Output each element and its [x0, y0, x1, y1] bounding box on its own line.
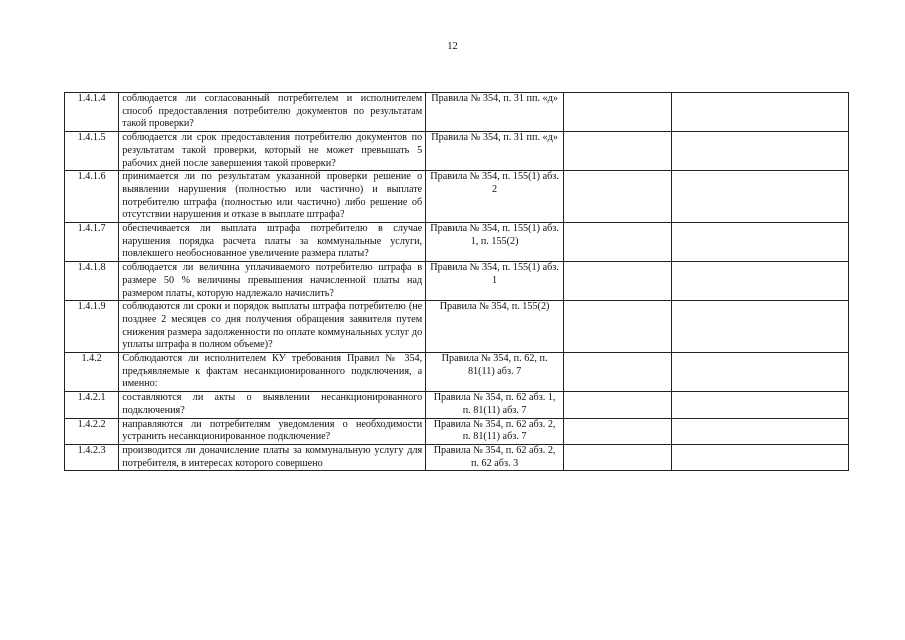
answer-cell [563, 223, 671, 262]
notes-cell [671, 301, 849, 353]
answer-cell [563, 301, 671, 353]
question-text: соблюдается ли срок предоставления потребителю документов по результатам такой проверки, который не может превышать 5 рабочих дней после завершения такой проверки? [119, 132, 426, 171]
answer-cell [563, 444, 671, 470]
question-text: Соблюдаются ли исполнителем КУ требования Правил № 354, предъявляемые к фактам несанкционированного подключения, а именно: [119, 353, 426, 392]
notes-cell [671, 132, 849, 171]
item-number: 1.4.2.2 [65, 418, 119, 444]
item-number: 1.4.1.8 [65, 262, 119, 301]
legal-reference: Правила № 354, п. 62 абз. 1, п. 81(11) абз. 7 [426, 392, 564, 418]
table-row [65, 418, 849, 444]
table-row [65, 171, 849, 223]
table-row [65, 353, 849, 392]
notes-cell [671, 444, 849, 470]
item-number: 1.4.1.9 [65, 301, 119, 353]
item-number: 1.4.1.6 [65, 171, 119, 223]
answer-cell [563, 392, 671, 418]
notes-cell [671, 353, 849, 392]
page-number: 12 [447, 41, 458, 52]
answer-cell [563, 93, 671, 132]
answer-cell [563, 132, 671, 171]
legal-reference: Правила № 354, п. 155(1) абз. 1, п. 155(2) [426, 223, 564, 262]
table-row [65, 262, 849, 301]
question-text: производится ли доначисление платы за коммунальную услугу для потребителя, в интересах которого совершено [119, 444, 426, 470]
table-row [65, 132, 849, 171]
notes-cell [671, 171, 849, 223]
legal-reference: Правила № 354, п. 155(1) абз. 1 [426, 262, 564, 301]
question-text: составляются ли акты о выявлении несанкционированного подключения? [119, 392, 426, 418]
answer-cell [563, 418, 671, 444]
question-text: принимается ли по результатам указанной проверки решение о выявлении нарушения (полностью или частично) и выплате потребителю штрафа (полностью или частично) либо решение об отсутствии нарушения и отказе в выплате штрафа? [119, 171, 426, 223]
table-row [65, 301, 849, 353]
item-number: 1.4.1.7 [65, 223, 119, 262]
question-text: обеспечивается ли выплата штрафа потребителю в случае нарушения порядка расчета платы за коммунальные услуги, повлекшего необоснованное увеличение размера платы? [119, 223, 426, 262]
item-number: 1.4.2.3 [65, 444, 119, 470]
legal-reference: Правила № 354, п. 31 пп. «д» [426, 93, 564, 132]
table-row [65, 223, 849, 262]
legal-reference: Правила № 354, п. 62 абз. 2, п. 62 абз. 3 [426, 444, 564, 470]
answer-cell [563, 353, 671, 392]
question-text: соблюдается ли согласованный потребителем и исполнителем способ предоставления потребителю документов по результатам такой проверки? [119, 93, 426, 132]
legal-reference: Правила № 354, п. 62 абз. 2, п. 81(11) абз. 7 [426, 418, 564, 444]
table-row [65, 444, 849, 470]
notes-cell [671, 392, 849, 418]
legal-reference: Правила № 354, п. 155(2) [426, 301, 564, 353]
answer-cell [563, 171, 671, 223]
notes-cell [671, 418, 849, 444]
notes-cell [671, 93, 849, 132]
question-text: направляются ли потребителям уведомления о необходимости устранить несанкционированное подключение? [119, 418, 426, 444]
legal-reference: Правила № 354, п. 31 пп. «д» [426, 132, 564, 171]
item-number: 1.4.2.1 [65, 392, 119, 418]
notes-cell [671, 223, 849, 262]
item-number: 1.4.1.5 [65, 132, 119, 171]
item-number: 1.4.2 [65, 353, 119, 392]
table-row [65, 392, 849, 418]
answer-cell [563, 262, 671, 301]
table-row [65, 93, 849, 132]
question-text: соблюдается ли величина уплачиваемого потребителю штрафа в размере 50 % величины превышения начисленной платы над размером платы, которую надлежало начислить? [119, 262, 426, 301]
checklist-table [64, 92, 849, 471]
legal-reference: Правила № 354, п. 62, п. 81(11) абз. 7 [426, 353, 564, 392]
notes-cell [671, 262, 849, 301]
legal-reference: Правила № 354, п. 155(1) абз. 2 [426, 171, 564, 223]
question-text: соблюдаются ли сроки и порядок выплаты штрафа потребителю (не позднее 2 месяцев со дня получения обращения заявителя путем снижения размера задолженности по оплате коммунальных услуг до уплаты штрафа в полном объеме)? [119, 301, 426, 353]
item-number: 1.4.1.4 [65, 93, 119, 132]
